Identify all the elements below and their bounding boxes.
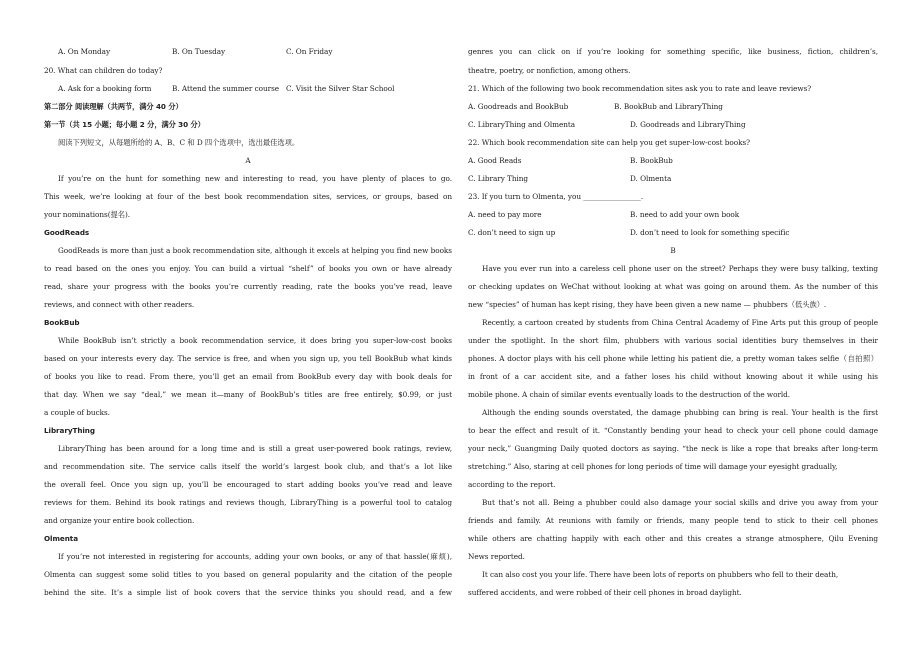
librarything-title: LibraryThing [44, 426, 95, 435]
option-c: C. Visit the Silver Star School [286, 84, 395, 93]
question-23: 23. If you turn to Olmenta, you ________________. [468, 192, 644, 201]
option-d: D. don’t need to look for something specific [630, 228, 790, 237]
question-21: 21. Which of the following two book recommendation sites ask you to rate and leave reviews? [468, 84, 812, 93]
passage-b-label: B [670, 246, 676, 255]
passage-a-label: A [245, 156, 251, 165]
intro-line: your nominations(提名). [44, 210, 131, 219]
passage-b-line: Although the ending sounds overstated, the damage phubbing can bring is real. Your health is the first [482, 408, 878, 417]
bookbub-line: a couple of bucks. [44, 408, 110, 417]
librarything-line: the overall feel. Once you sign up, you’ll be encouraged to start adding books you’ve read and leave [44, 480, 452, 489]
intro-line: If you’re on the hunt for something new and interesting to read, you have plenty of places to go. [58, 174, 452, 183]
passage-b-line: to bear the effect and result of it. “Constantly bending your head to check your cell phone could damage [468, 426, 878, 435]
bookbub-title: BookBub [44, 318, 80, 327]
passage-b-line: It can also cost you your life. There have been lots of reports on phubbers who fell to their death, [482, 570, 839, 579]
question-20: 20. What can children do today? [44, 66, 163, 75]
passage-b-line: new “species” of human has kept rising, they have been given a new name — phubbers（低头族）. [468, 300, 827, 309]
olmenta-cont-line: genres you can click on if you’re looking for something specific, like business, fiction, children’s, [468, 47, 878, 56]
option-b: B. need to add your own book [630, 210, 740, 219]
librarything-line: reviews for them. Behind its book ratings and reviews though, LibraryThing is a powerful tool to catalog [44, 498, 452, 507]
option-c: C. LibraryThing and Olmenta [468, 120, 576, 129]
option-b: B. On Tuesday [172, 47, 226, 56]
olmenta-line: Olmenta can suggest some solid titles to you based on general popularity and the citation of the people [44, 570, 452, 579]
option-b: B. BookBub and LibraryThing [614, 102, 723, 111]
section1-heading: 第一节（共 15 小题；每小题 2 分，满分 30 分） [44, 120, 205, 129]
part2-heading: 第二部分 阅读理解（共两节，满分 40 分） [44, 102, 183, 111]
option-d: D. Olmenta [630, 174, 672, 183]
goodreads-line: read, share your progress with the books you’re currently reading, rate the books you’ve read, leave [44, 282, 452, 291]
option-a: A. Good Reads [468, 156, 522, 165]
option-c: C. don’t need to sign up [468, 228, 556, 237]
option-c: C. Library Thing [468, 174, 529, 183]
option-b: B. BookBub [630, 156, 673, 165]
passage-b-line: stretching.” Also, staring at cell phones for long periods of time will damage your eyesight gradually, [468, 462, 838, 471]
goodreads-line: to read based on the ones you enjoy. You can build a virtual “shelf” of books you own or have already [44, 264, 452, 273]
option-a: A. Goodreads and BookBub [468, 102, 569, 111]
passage-b-line: News reported. [468, 552, 525, 561]
bookbub-line: based on your interests every day. The service is free, and when you sign up, you tell BookBub what kinds [44, 354, 452, 363]
librarything-line: and recommendation site. The service calls itself the world’s largest book club, and that’s a lot like [44, 462, 452, 471]
olmenta-line: If you’re not interested in registering for accounts, adding your own books, or any of that hassle(麻烦), [58, 552, 452, 561]
librarything-line: LibraryThing has been around for a long time and is still a great user-powered book ratings, review, [58, 444, 452, 453]
passage-b-line: while others are chatting happily with each other and this creates a strange atmosphere, Qilu Evening [468, 534, 878, 543]
option-a: A. Ask for a booking form [58, 84, 152, 93]
goodreads-title: GoodReads [44, 228, 90, 237]
question-22: 22. Which book recommendation site can help you get super-low-cost books? [468, 138, 751, 147]
option-c: C. On Friday [286, 47, 333, 56]
goodreads-line: GoodReads is more than just a book recommendation site, although it excels at helping you find new books [58, 246, 452, 255]
option-b: B. Attend the summer course [172, 84, 280, 93]
bookbub-line: While BookBub isn’t strictly a book recommendation service, it does bring you super-low-cost books [58, 336, 452, 345]
passage-b-line: in front of a car accident site, and a father loses his child without knowing about it while using his [468, 372, 878, 381]
passage-b-line: friends and family. At reunions with family or friends, many people tend to stick to their cell phones [468, 516, 878, 525]
passage-b-line: suffered accidents, and were robbed of their cell phones in broad daylight. [468, 588, 742, 597]
olmenta-title: Olmenta [44, 534, 78, 543]
passage-b-line: But that’s not all. Being a phubber could also damage your social skills and drive you away from your [482, 498, 878, 507]
librarything-line: and organize your entire book collection. [44, 516, 195, 525]
option-d: D. Goodreads and LibraryThing [630, 120, 746, 129]
bookbub-line: that day. When we say “deal,” we mean it—many of BookBub’s titles are free entirely, $0.99, or just [44, 390, 452, 399]
passage-b-line: or checking updates on WeChat without looking at what was going on around them. As the number of this [468, 282, 878, 291]
passage-b-line: your neck,” Guangming Daily quoted doctors as saying. “the neck is like a rope that breaks after long-term [468, 444, 878, 453]
passage-b-line: Have you ever run into a careless cell phone user on the street? Perhaps they were busy talking, texting [482, 264, 878, 273]
option-a: A. need to pay more [468, 210, 542, 219]
instructions: 阅读下列短文，从每题所给的 A、B、C 和 D 四个选项中，选出最佳选项。 [58, 138, 300, 147]
passage-b-line: under the spotlight. In the short film, phubbers with various social identities bury themselves in their [468, 336, 878, 345]
passage-b-line: mobile phone. A chain of similar events eventually loads to the destruction of the world. [468, 390, 791, 399]
olmenta-cont-line: theatre, poetry, or nonfiction, among others. [468, 66, 631, 75]
passage-b-line: Recently, a cartoon created by students from China Central Academy of Fine Arts put this group of people [482, 318, 878, 327]
goodreads-line: reviews, and connect with other readers. [44, 300, 195, 309]
passage-b-line: according to the report. [468, 480, 556, 489]
olmenta-line: behind the site. It’s a simple list of book covers that the service thinks you should read, and a few [44, 588, 452, 597]
option-a: A. On Monday [58, 47, 111, 56]
passage-b-line: phones. A doctor plays with his cell phone while letting his patient die, a pretty woman takes selfie（自拍照） [468, 354, 878, 363]
bookbub-line: of books you like to read. From there, you’ll get an email from BookBub every day with book deals for [44, 372, 452, 381]
intro-line: This week, we’re looking at four of the best book recommendation sites, services, or groups, based on [44, 192, 452, 201]
